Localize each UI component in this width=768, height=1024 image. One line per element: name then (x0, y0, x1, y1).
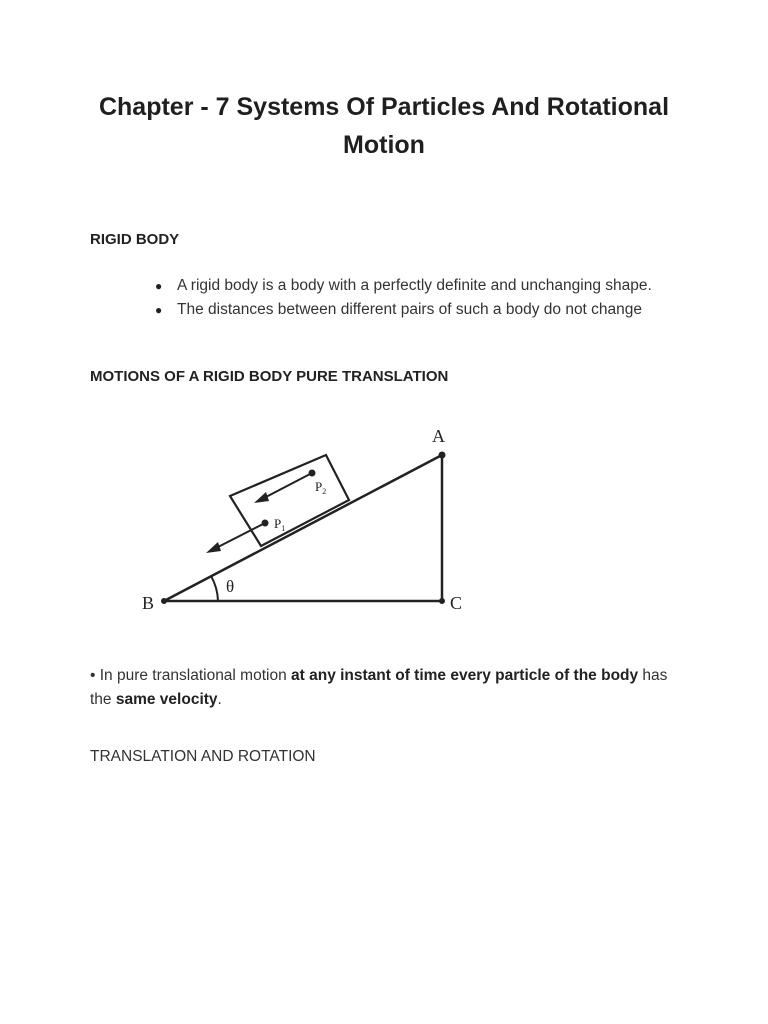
arrow-p2-head (254, 492, 269, 503)
bullet-icon: ● (155, 279, 163, 293)
particle-p2-label: $P_2$ (315, 479, 327, 496)
page-title: Chapter - 7 Systems Of Particles And Rotational Motion (98, 93, 670, 159)
inclined-plane-diagram (94, 415, 489, 625)
vertex-b-label: B (142, 593, 155, 613)
section-heading-rigid-body: RIGID BODY (90, 231, 180, 248)
vertex-b-dot (161, 598, 167, 604)
bullet-icon: ● (155, 303, 163, 317)
particle-p1-label: $P_1$ (274, 516, 286, 533)
vertex-c-dot (439, 598, 445, 604)
section-heading-motions: MOTIONS OF A RIGID BODY PURE TRANSLATION (90, 368, 449, 385)
vertex-a-label: A (432, 426, 445, 446)
paragraph-text-middle: has the (90, 667, 668, 708)
rigid-body-bullet-list (150, 274, 652, 322)
angle-theta-label: θ (226, 577, 235, 596)
vertex-c-label: C (450, 593, 463, 613)
angle-theta-arc (211, 576, 218, 601)
arrow-p1-line (216, 523, 265, 548)
arrow-p2-line (264, 473, 312, 498)
list-item-text: The distances between different pairs of such a body do not change (177, 301, 643, 318)
paragraph-text-prefix: • In pure translational motion (90, 667, 292, 684)
paragraph-text-suffix: . (217, 691, 222, 708)
list-item-text: A rigid body is a body with a perfectly definite and unchanging shape. (177, 277, 652, 294)
list-item (150, 274, 652, 298)
vertex-a-dot (439, 452, 446, 459)
translation-paragraph (90, 664, 690, 712)
paragraph-bold-instant: at any instant of time every particle of the body (291, 667, 639, 684)
section-heading-translation-rotation: TRANSLATION AND ROTATION (90, 748, 316, 765)
list-item (150, 298, 652, 322)
paragraph-bold-velocity: same velocity (115, 691, 218, 708)
arrow-p1-head (206, 542, 221, 553)
